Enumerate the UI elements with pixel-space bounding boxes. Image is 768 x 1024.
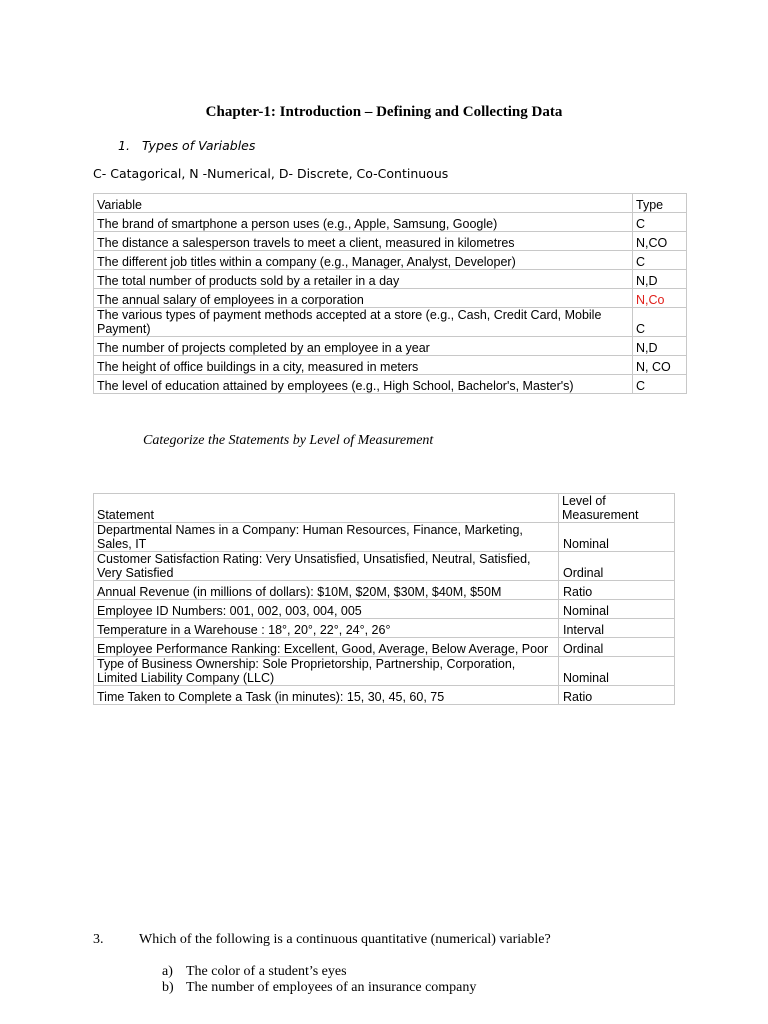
- measurement-table: [93, 493, 675, 705]
- option-text: The number of employees of an insurance company: [186, 980, 477, 995]
- cell-level: Ratio: [559, 581, 675, 600]
- table-row: [94, 289, 687, 308]
- cell-statement: Departmental Names in a Company: Human Resources, Finance, Marketing, Sales, IT: [94, 523, 559, 552]
- table-row: [94, 523, 675, 552]
- question-text: Which of the following is a continuous quantitative (numerical) variable?: [139, 932, 551, 947]
- cell-variable: The height of office buildings in a city, measured in meters: [94, 356, 633, 375]
- option-label: a): [162, 964, 173, 979]
- type-legend: C- Catagorical, N -Numerical, D- Discrete, Co-Continuous: [93, 166, 449, 181]
- cell-level: Ratio: [559, 686, 675, 705]
- cell-variable: The various types of payment methods accepted at a store (e.g., Cash, Credit Card, Mobile Payment): [94, 308, 633, 337]
- cell-statement: Employee Performance Ranking: Excellent, Good, Average, Below Average, Poor: [94, 638, 559, 657]
- cell-level: Interval: [559, 619, 675, 638]
- table-row: [94, 270, 687, 289]
- table-row: [94, 232, 687, 251]
- cell-variable: The total number of products sold by a retailer in a day: [94, 270, 633, 289]
- cell-type: N,D: [633, 337, 687, 356]
- table-header-row: [94, 194, 687, 213]
- cell-statement: Annual Revenue (in millions of dollars): $10M, $20M, $30M, $40M, $50M: [94, 581, 559, 600]
- header-level: Level of Measurement: [559, 494, 675, 523]
- cell-statement: Temperature in a Warehouse : 18°, 20°, 22°, 24°, 26°: [94, 619, 559, 638]
- cell-type: N,Co: [633, 289, 687, 308]
- cell-level: Nominal: [559, 523, 675, 552]
- cell-type: N, CO: [633, 356, 687, 375]
- table-row: [94, 356, 687, 375]
- table-row: [94, 337, 687, 356]
- section-number: 1.: [118, 138, 130, 153]
- cell-variable: The annual salary of employees in a corporation: [94, 289, 633, 308]
- cell-variable: The level of education attained by employees (e.g., High School, Bachelor's, Master's): [94, 375, 633, 394]
- section-label: Types of Variables: [142, 138, 256, 153]
- table-row: [94, 375, 687, 394]
- table-row: [94, 686, 675, 705]
- option-a: [162, 964, 347, 980]
- question-3: [93, 932, 551, 948]
- option-b: [162, 980, 476, 996]
- table-row: [94, 552, 675, 581]
- cell-type: N,D: [633, 270, 687, 289]
- header-type: Type: [633, 194, 687, 213]
- cell-variable: The distance a salesperson travels to meet a client, measured in kilometres: [94, 232, 633, 251]
- table-row: [94, 213, 687, 232]
- header-statement: Statement: [94, 494, 559, 523]
- option-label: b): [162, 980, 174, 995]
- cell-type: C: [633, 308, 687, 337]
- table-row: [94, 251, 687, 270]
- cell-type: C: [633, 375, 687, 394]
- cell-variable: The number of projects completed by an employee in a year: [94, 337, 633, 356]
- cell-variable: The different job titles within a company (e.g., Manager, Analyst, Developer): [94, 251, 633, 270]
- cell-type: C: [633, 213, 687, 232]
- question-number: 3.: [93, 932, 104, 947]
- table-row: [94, 657, 675, 686]
- table-row: [94, 308, 687, 337]
- table-row: [94, 619, 675, 638]
- header-variable: Variable: [94, 194, 633, 213]
- cell-type: C: [633, 251, 687, 270]
- option-text: The color of a student’s eyes: [186, 964, 347, 979]
- section-heading-types-of-variables: [118, 138, 255, 153]
- cell-level: Nominal: [559, 657, 675, 686]
- cell-statement: Employee ID Numbers: 001, 002, 003, 004, 005: [94, 600, 559, 619]
- cell-type: N,CO: [633, 232, 687, 251]
- cell-statement: Time Taken to Complete a Task (in minutes): 15, 30, 45, 60, 75: [94, 686, 559, 705]
- variables-table: [93, 193, 687, 394]
- cell-statement: Type of Business Ownership: Sole Proprietorship, Partnership, Corporation, Limited Liability Company (LLC): [94, 657, 559, 686]
- cell-variable: The brand of smartphone a person uses (e.g., Apple, Samsung, Google): [94, 213, 633, 232]
- cell-level: Ordinal: [559, 638, 675, 657]
- cell-statement: Customer Satisfaction Rating: Very Unsatisfied, Unsatisfied, Neutral, Satisfied, Very Satisfied: [94, 552, 559, 581]
- page-title: Chapter-1: Introduction – Defining and Collecting Data: [205, 104, 563, 120]
- cell-level: Ordinal: [559, 552, 675, 581]
- table-row: [94, 638, 675, 657]
- cell-level: Nominal: [559, 600, 675, 619]
- section-heading-level-of-measurement: Categorize the Statements by Level of Measurement: [143, 433, 434, 448]
- table-row: [94, 600, 675, 619]
- table-header-row: [94, 494, 675, 523]
- table-row: [94, 581, 675, 600]
